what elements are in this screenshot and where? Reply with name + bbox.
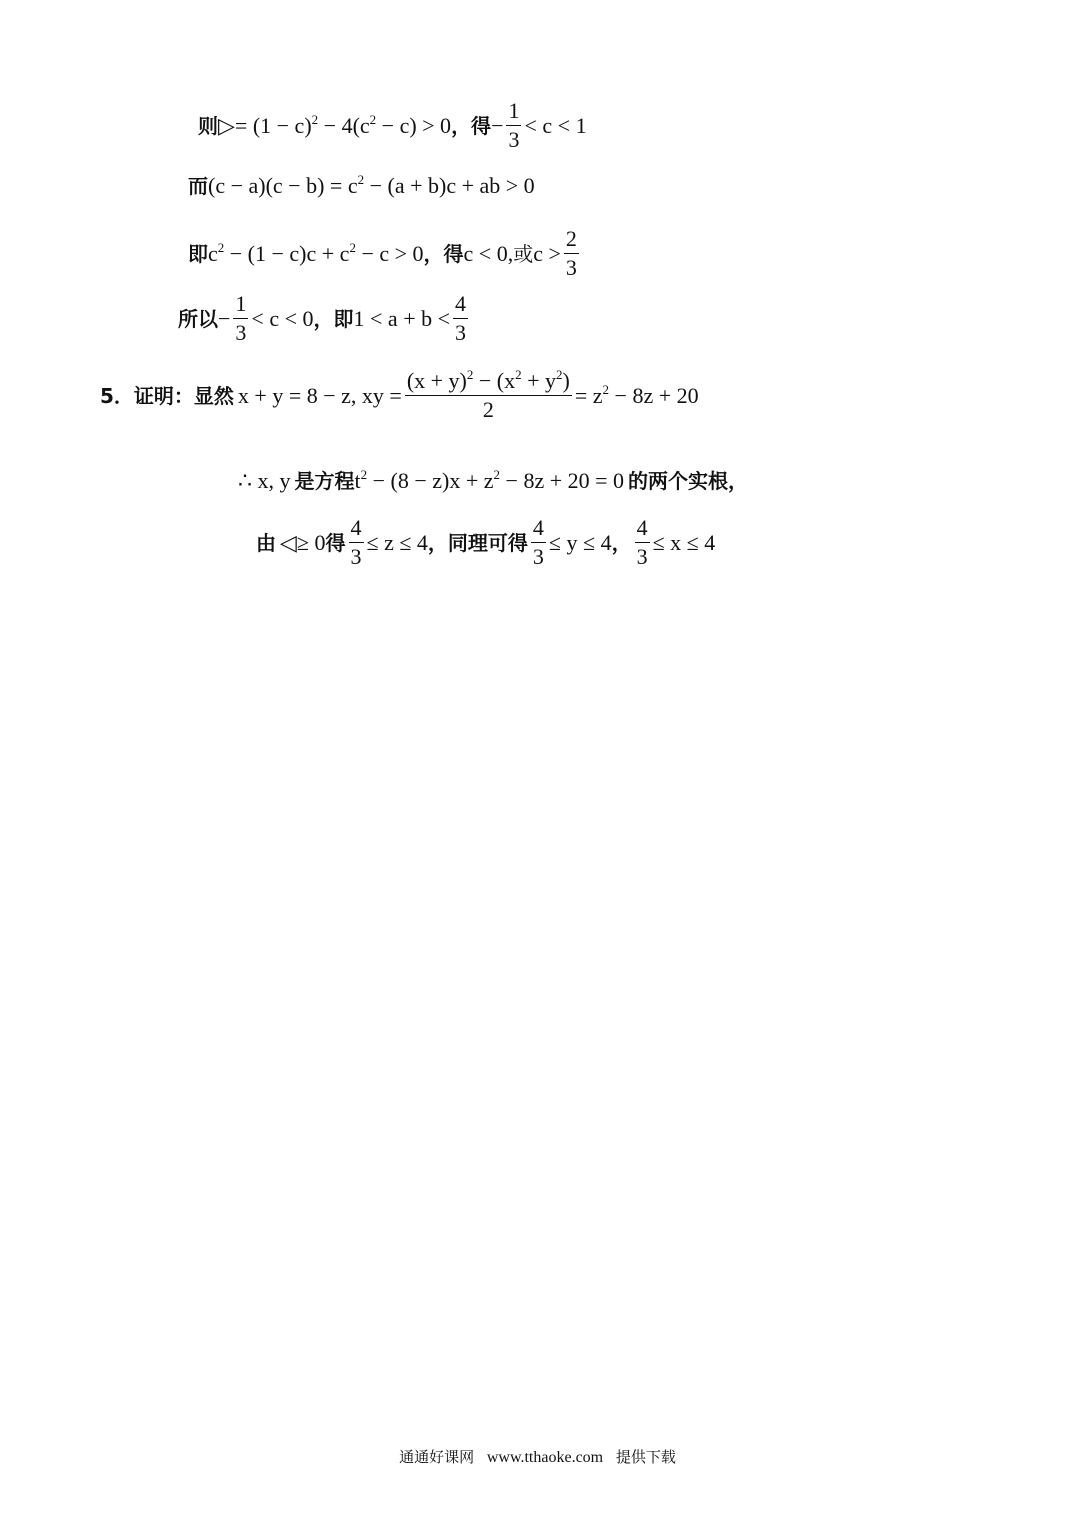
solution-line-6: ∴ x, y 是方程 $t^2 - (8 - z)x + z^2 - 8z + 20 = 0$ 的两个实根， [238, 467, 749, 493]
math-expr: $(c - a)(c - b) = c^2 - (a + b)c$ + ab > 0 [208, 172, 535, 198]
fraction: $\frac{(x + y)^2 - (x^2 + y^2)}{2}$ [406, 367, 570, 422]
solution-line-4: 所以 − $\frac{1}{3}$ < c < 0 ，即 1 < a + b < $\frac{4}{3}$ [178, 291, 467, 345]
fraction: $\frac{1}{3}$ [508, 98, 520, 152]
page-footer [0, 1446, 1075, 1467]
math-expr: $c^2 - (1 - c)c + c^2 - c > 0$ [208, 239, 424, 266]
solution-line-3: 即 $c^2 - (1 - c)c + c^2 - c > 0$ ，得 c < 0, 或 c > $\frac{2}{3}$ [188, 226, 577, 280]
fraction: $\frac{4}{3}$ [455, 291, 467, 345]
fraction: $\frac{2}{3}$ [565, 226, 577, 280]
solution-line-7: 由 ◁≥ 0 得 $\frac{4}{3}$ ≤ z ≤ 4 ，同理可得 $\frac{4}{3}$ ≤ y ≤ 4 ， $\frac{4}{3}$ ≤ x ≤ 4 [256, 515, 716, 569]
math-expr: ▷= $(1 - c)^2 - 4(c^2 - c) > 0$ [218, 111, 452, 138]
math-expr: = $z^2 - 8z + 20$ [574, 381, 699, 408]
fraction: $\frac{4}{3}$ [532, 515, 544, 569]
solution-line-5: 5．证明：显然 x + y = 8 − z, xy = $\frac{(x + y)^2 - (x^2 + y^2)}{2}$ = $z^2 - 8z + 20$ [100, 367, 699, 422]
footer-url: www.tthaoke.com [486, 1449, 604, 1466]
math-expr: $t^2 - (8 - z)x + z^2 - 8z + 20 = 0$ [354, 467, 625, 493]
footer-note: 提供下载 [615, 1448, 676, 1466]
footer-site-name: 通通好课网 [399, 1448, 475, 1466]
fraction: $\frac{1}{3}$ [235, 291, 247, 345]
solution-line-2: 而 $(c - a)(c - b) = c^2 - (a + b)c$ + ab > 0 [188, 172, 535, 198]
solution-line-1: 则 ▷= $(1 - c)^2 - 4(c^2 - c) > 0$ ，得 − $\frac{1}{3}$ < c < 1 [198, 98, 587, 152]
fraction: $\frac{4}{3}$ [350, 515, 362, 569]
fraction: $\frac{4}{3}$ [636, 515, 648, 569]
